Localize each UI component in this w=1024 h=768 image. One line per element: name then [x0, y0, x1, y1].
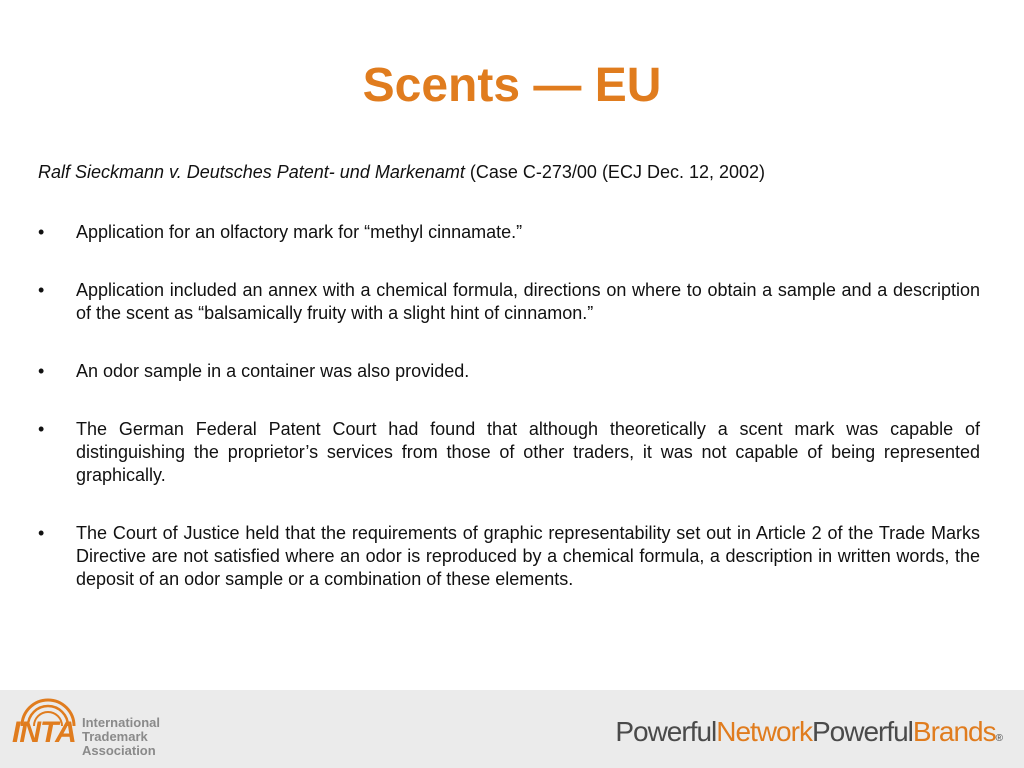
case-name: Ralf Sieckmann v. Deutsches Patent- und Markenamt — [38, 162, 465, 182]
bullet-text: An odor sample in a container was also provided. — [76, 361, 470, 381]
footer-bar — [0, 690, 1024, 768]
list-item — [38, 522, 980, 591]
logo-line: International — [82, 715, 161, 730]
case-citation — [38, 160, 988, 184]
logo-line: Trademark — [82, 729, 148, 744]
tagline-part: Powerful — [615, 716, 717, 747]
bullet-text: Application included an annex with a chemical formula, directions on where to obtain a sample and a description of the scent as “balsamically fruity with a slight hint of cinnamon.” — [76, 280, 980, 323]
tagline-part: Brands — [912, 716, 996, 747]
bullet-marker: • — [38, 523, 45, 543]
inta-logo — [12, 698, 182, 762]
logo-wordmark: INTA — [12, 716, 76, 749]
bullet-marker: • — [38, 419, 45, 439]
list-item — [38, 221, 980, 244]
slide-title: Scents — EU — [362, 59, 662, 112]
logo-org-name — [82, 716, 160, 758]
case-reference: (Case C-273/00 (ECJ Dec. 12, 2002) — [469, 162, 766, 182]
bullet-text: Application for an olfactory mark for “methyl cinnamate.” — [76, 222, 523, 242]
tagline — [615, 716, 1002, 748]
bullet-marker: • — [38, 222, 45, 242]
bullet-list — [38, 221, 980, 626]
list-item — [38, 360, 980, 383]
registered-mark: ® — [995, 733, 1002, 744]
list-item — [38, 279, 980, 325]
bullet-text: The Court of Justice held that the requirements of graphic representability set out in Article 2 of the Trade Marks Directive are not satisfied where an odor is reproduced by a chemical formula, a description in written words, the deposit of an odor sample or a combination of these elements. — [76, 523, 980, 589]
list-item — [38, 418, 980, 487]
bullet-text: The German Federal Patent Court had found that although theoretically a scent mark was capable of distinguishing the proprietor’s services from those of other traders, it was not capable of being represented graphically. — [76, 419, 980, 485]
tagline-part: Network — [716, 716, 812, 747]
tagline-part: Powerful — [811, 716, 913, 747]
bullet-marker: • — [38, 361, 45, 381]
bullet-marker: • — [38, 280, 45, 300]
logo-line: Association — [82, 743, 156, 758]
